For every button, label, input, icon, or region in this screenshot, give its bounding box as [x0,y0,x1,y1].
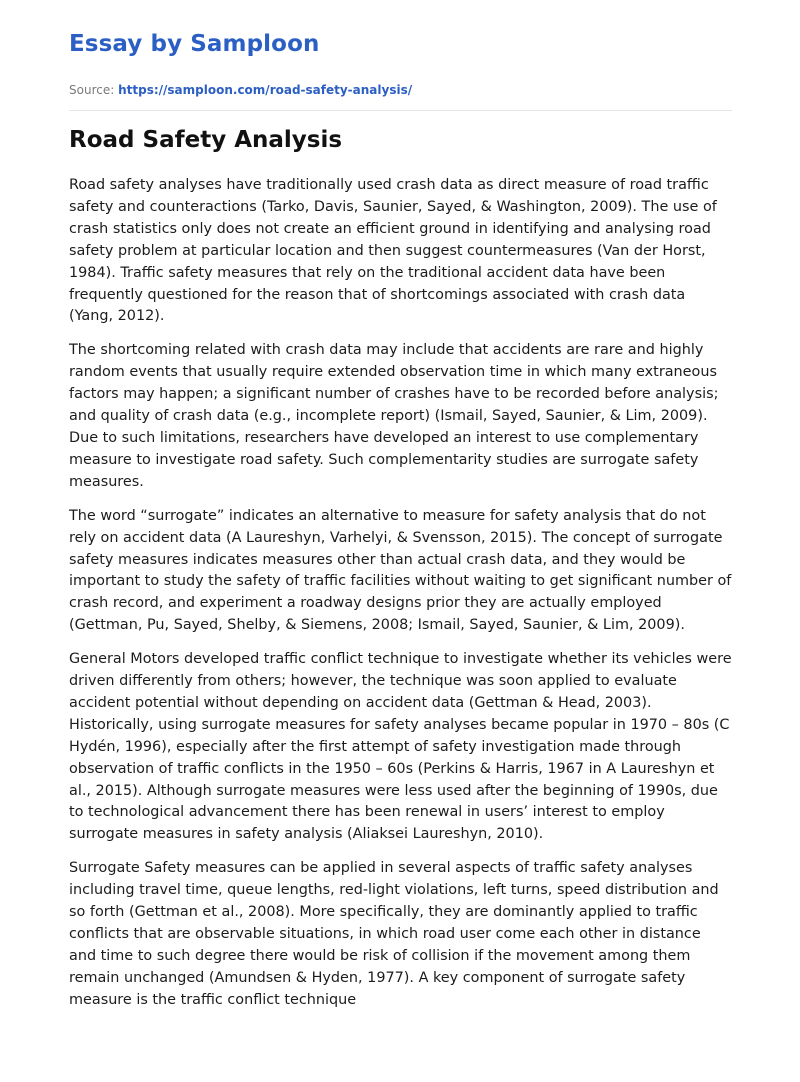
source-line [69,82,732,98]
essay-paragraph: Surrogate Safety measures can be applied in several aspects of traffic safety analyses including travel time, queue lengths, red-light violations, left turns, speed distribution and so forth (Gettman et al., 2008). More specifically, they are dominantly applied to traffic conflicts that are observable situations, in which road user come each other in distance and time to such degree there would be risk of collision if the movement among them remain unchanged (Amundsen & Hyden, 1977). A key component of surrogate safety measure is the traffic conflict technique [69,860,719,1008]
header-divider [69,110,732,111]
source-label: Source: [69,83,115,97]
page [69,0,732,1024]
essay-title: Road Safety Analysis [69,127,343,153]
essay-paragraph: The word “surrogate” indicates an alternative to measure for safety analysis that do not rely on accident data (A Laureshyn, Varhelyi, & Svensson, 2015). The concept of surrogate safety measures indicates measures other than actual crash data, and they would be important to study the safety of traffic facilities without waiting to get significant number of crash record, and experiment a roadway designs prior they are actually employed (Gettman, Pu, Sayed, Shelby, & Siemens, 2008; Ismail, Sayed, Saunier, & Lim, 2009). [69,507,732,634]
site-brand[interactable]: Essay by Samploon [69,31,320,57]
essay-body [69,175,732,1012]
essay-paragraph: The shortcoming related with crash data may include that accidents are rare and highly random events that usually require extended observation time in which many extraneous factors may happen; a significant number of crashes have to be recorded before analysis; and quality of crash data (e.g., incomplete report) (Ismail, Sayed, Saunier, & Lim, 2009). Due to such limitations, researchers have developed an interest to use complementary measure to investigate road safety. Such complementarity studies are surrogate safety measures. [69,342,719,490]
source-link[interactable]: https://samploon.com/road-safety-analysis/ [118,83,413,97]
essay-paragraph: Road safety analyses have traditionally used crash data as direct measure of road traffic safety and counteractions (Tarko, Davis, Saunier, Sayed, & Washington, 2009). The use of crash statistics only does not create an efficient ground in identifying and analysing road safety problem at particular location and then suggest countermeasures (Van der Horst, 1984). Traffic safety measures that rely on the traditional accident data have been frequently questioned for the reason that of shortcomings associated with crash data (Yang, 2012). [69,177,717,325]
essay-paragraph: General Motors developed traffic conflict technique to investigate whether its vehicles were driven differently from others; however, the technique was soon applied to evaluate accident potential without depending on accident data (Gettman & Head, 2003). Historically, using surrogate measures for safety analyses became popular in 1970 – 80s (C Hydén, 1996), especially after the first attempt of safety investigation made through observation of traffic conflicts in the 1950 – 60s (Perkins & Harris, 1967 in A Laureshyn et al., 2015). Although surrogate measures were less used after the beginning of 1990s, due to technological advancement there has been renewal in users’ interest to employ surrogate measures in safety analysis (Aliaksei Laureshyn, 2010). [69,651,732,843]
